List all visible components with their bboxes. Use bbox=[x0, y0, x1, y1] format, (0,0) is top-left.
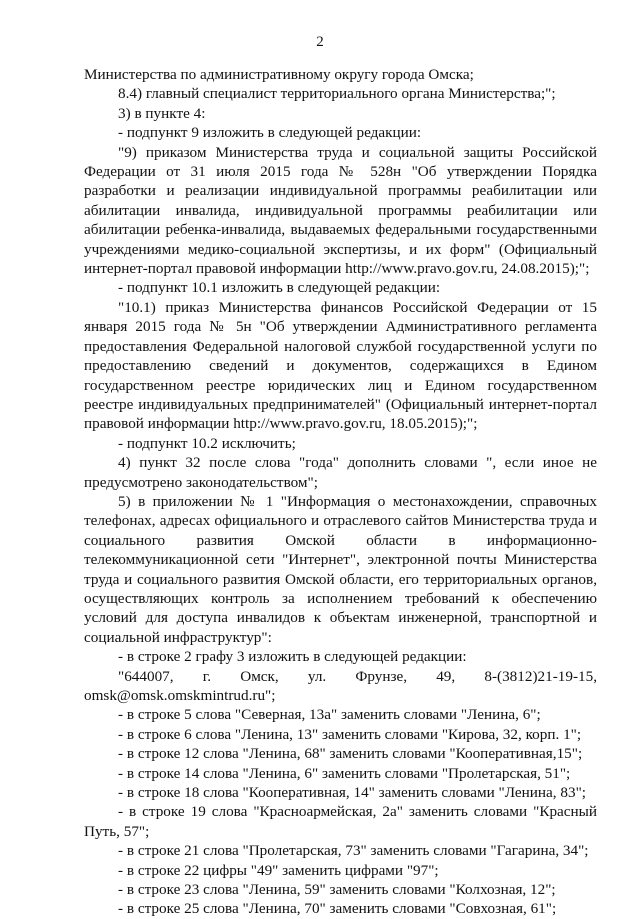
paragraph-row-2-text: "644007, г. Омск, ул. Фрунзе, 49, 8-(3812)21-19-15, omsk@omsk.omskmintrud.ru"; bbox=[84, 667, 597, 704]
paragraph-row-25: - в строке 25 слова "Ленина, 70" заменить словами "Совхозная, 61"; bbox=[118, 900, 557, 918]
paragraph-continuation: Министерства по административному округу города Омска; bbox=[84, 66, 474, 83]
paragraph-subpoint-9-text: "9) приказом Министерства труда и социальной защиты Российской Федерации от 31 июля 2015 года № 528н "Об утверждении Порядка разработки и реализации индивидуальной программы реабилитации или абилитации инвалида, индивидуальной программы реабилитации или абилитации ребенка-инвалида, выдаваемых федеральными государственными учреждениями медико-социальной экспертизы, и их форм" (Официальный интернет-портал правовой информации http://www.pravo.gov.ru, 24.08.2015);"; bbox=[84, 143, 597, 278]
paragraph-subpoint-9-intro: - подпункт 9 изложить в следующей редакции: bbox=[118, 124, 422, 142]
document-body bbox=[84, 65, 597, 919]
paragraph-point-3: 3) в пункте 4: bbox=[118, 104, 206, 122]
paragraph-row-12: - в строке 12 слова "Ленина, 68" заменить словами "Кооперативная,15"; bbox=[118, 745, 583, 763]
paragraph-row-23: - в строке 23 слова "Ленина, 59" заменить словами "Колхозная, 12"; bbox=[118, 881, 556, 899]
paragraph-subpoint-10-1-intro: - подпункт 10.1 изложить в следующей редакции: bbox=[118, 279, 441, 297]
paragraph-item-8-4: 8.4) главный специалист территориального органа Министерства;"; bbox=[118, 85, 556, 103]
paragraph-row-2-intro: - в строке 2 графу 3 изложить в следующей редакции: bbox=[118, 648, 467, 666]
paragraph-point-5: 5) в приложении № 1 "Информация о местонахождении, справочных телефонах, адресах официального и отраслевого сайтов Министерства труда и социального развития Омской области в информационно-телекоммуникационной сети "Интернет", электронной почты Министерства труда и социального развития Омской области, его территориальных органов, осуществляющих контроль за исполнением требований к обеспечению условий для доступа инвалидов к объектам инженерной, транспортной и социальной инфраструктур": bbox=[84, 492, 597, 646]
paragraph-row-22: - в строке 22 цифры "49" заменить цифрами "97"; bbox=[118, 861, 439, 879]
paragraph-row-18: - в строке 18 слова "Кооперативная, 14" заменить словами "Ленина, 83"; bbox=[118, 784, 586, 802]
paragraph-subpoint-10-1-text: "10.1) приказ Министерства финансов Российской Федерации от 15 января 2015 года № 5н "Об утверждении Административного регламента предоставления Федеральной налоговой службой государственной услуги по предоставлению сведений и документов, содержащихся в Едином государственном реестре юридических лиц и Едином государственном реестре индивидуальных предпринимателей" (Официальный интернет-портал правовой информации http://www.pravo.gov.ru, 18.05.2015);"; bbox=[84, 298, 597, 433]
paragraph-point-4: 4) пункт 32 после слова "года" дополнить словами ", если иное не предусмотрено законодательством"; bbox=[84, 454, 597, 491]
paragraph-row-21: - в строке 21 слова "Пролетарская, 73" заменить словами "Гагарина, 34"; bbox=[118, 842, 589, 860]
paragraph-row-14: - в строке 14 слова "Ленина, 6" заменить словами "Пролетарская, 51"; bbox=[118, 764, 571, 782]
paragraph-row-6: - в строке 6 слова "Ленина, 13" заменить словами "Кирова, 32, корп. 1"; bbox=[118, 725, 582, 743]
page-number: 2 bbox=[316, 34, 324, 50]
paragraph-row-19: - в строке 19 слова "Красноармейская, 2а" заменить словами "Красный Путь, 57"; bbox=[84, 803, 597, 840]
paragraph-subpoint-10-2: - подпункт 10.2 исключить; bbox=[118, 434, 296, 452]
paragraph-row-5: - в строке 5 слова "Северная, 13а" заменить словами "Ленина, 6"; bbox=[118, 706, 541, 724]
